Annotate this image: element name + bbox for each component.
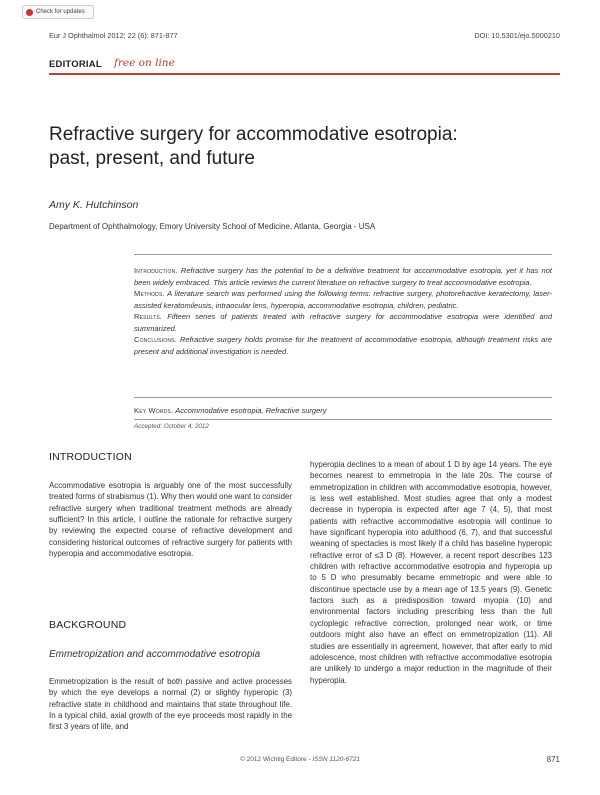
title-line-2: past, present, and future — [49, 148, 255, 169]
abstract-methods: Methods. A literature search was performed using the following terms: refractive surgery, photorefractive keratectomy, laser-assisted keratomileusis, intraocular lens, hyperopia, accommodative esotropia, children, pediatric. — [134, 289, 552, 310]
title-line-1: Refractive surgery for accommodative esotropia: — [49, 124, 458, 145]
abstract-bottom-rule — [134, 419, 552, 420]
accepted-date: Accepted: October 4, 2012 — [134, 423, 209, 430]
abstract — [134, 265, 552, 357]
crossmark-icon — [26, 9, 33, 16]
check-for-updates-badge[interactable] — [22, 5, 94, 19]
badge-label: Check for updates — [36, 9, 85, 15]
abstract-conclusions: Conclusions. Refractive surgery holds promise for the treatment of accommodative esotropia, although treatment risks are present and additional investigation is needed. — [134, 335, 552, 356]
footer-copyright: © 2012 Wichtig Editore - ISSN 1120-6721 — [240, 756, 360, 763]
introduction-paragraph: Accommodative esotropia is arguably one of the most successfully treated forms of strabismus (1). Why then would one want to consider refractive surgery when traditional treatment methods are already sufficient? In this article, I outline the rationale for refractive surgery by reviewing the expected course of refractive development and considering historical outcomes of refractive surgery for patients with hyperopia and accommodative esotropia. — [49, 481, 292, 559]
abstract-introduction: Introduction. Refractive surgery has the potential to be a definitive treatment for accommodative esotropia, yet it has not been widely embraced. This article reviews the current literature on refractive surgery to treat accommodative esotropia. — [134, 266, 552, 287]
key-words: Key Words. Accommodative esotropia, Refractive surgery — [134, 406, 327, 415]
author: Amy K. Hutchinson — [49, 199, 139, 211]
section-label: EDITORIAL — [49, 59, 102, 70]
emmetropization-subheading: Emmetropization and accommodative esotropia — [49, 649, 261, 660]
emmetropization-paragraph: Emmetropization is the result of both passive and active processes by which the eye develops a normal (2) or slightly hyperopic (3) refractive state in childhood and maintains that state throughout life. In a typical child, axial growth of the eye proceeds most rapidly in the first 3 years of life, and — [49, 677, 292, 732]
article-title — [49, 123, 569, 171]
doi: DOI: 10.5301/ejo.5000210 — [474, 31, 560, 40]
abstract-top-rule — [134, 254, 552, 255]
abstract-mid-rule — [134, 397, 552, 398]
free-online-label: free on line — [114, 57, 175, 69]
section-bar — [49, 57, 560, 73]
header-rule — [49, 73, 560, 75]
introduction-heading: INTRODUCTION — [49, 451, 132, 463]
abstract-results: Results. Fifteen series of patients treated with refractive surgery for accommodative esotropia were identified and summarized. — [134, 312, 552, 333]
page-number: 871 — [546, 755, 560, 764]
journal-reference: Eur J Ophthalmol 2012; 22 (6): 871-877 — [49, 31, 178, 40]
affiliation: Department of Ophthalmology, Emory University School of Medicine, Atlanta, Georgia - USA — [49, 222, 376, 231]
right-column-paragraph: hyperopia declines to a mean of about 1 D by age 14 years. The eye becomes nearest to emmetropia in the late 20s. The course of emmetropization in children with accommodative esotropia, however, is less well established. Most studies agree that only a modest decrease in hyperopia is expected after age 7 (4, 5), that most patients with refractive accommodative esotropia will continue to have significant hyperopia into adulthood (6, 7), and that successful weaning of spectacles is most likely if a child has baseline hyperopic refractive error of ≤3 D (8). However, a recent report describes 123 children with refractive accommodative esotropia and hyperopia up to 5 D who presumably became emmetropic and were able to discontinue spectacle use by a mean age of 13.5 years (9). Genetic factors such as a predisposition toward myopia (10) and environmental factors including prescribing less than the full cycloplegic refractive correction, prolonged near work, or time outdoors might also have an effect on emmetropization (11). All studies are essentially in agreement, however, that after early to mid adolescence, most children with refractive accommodative esotropia are unlikely to undergo a major reduction in the magnitude of their hyperopia. — [310, 460, 552, 685]
background-heading: BACKGROUND — [49, 619, 127, 631]
